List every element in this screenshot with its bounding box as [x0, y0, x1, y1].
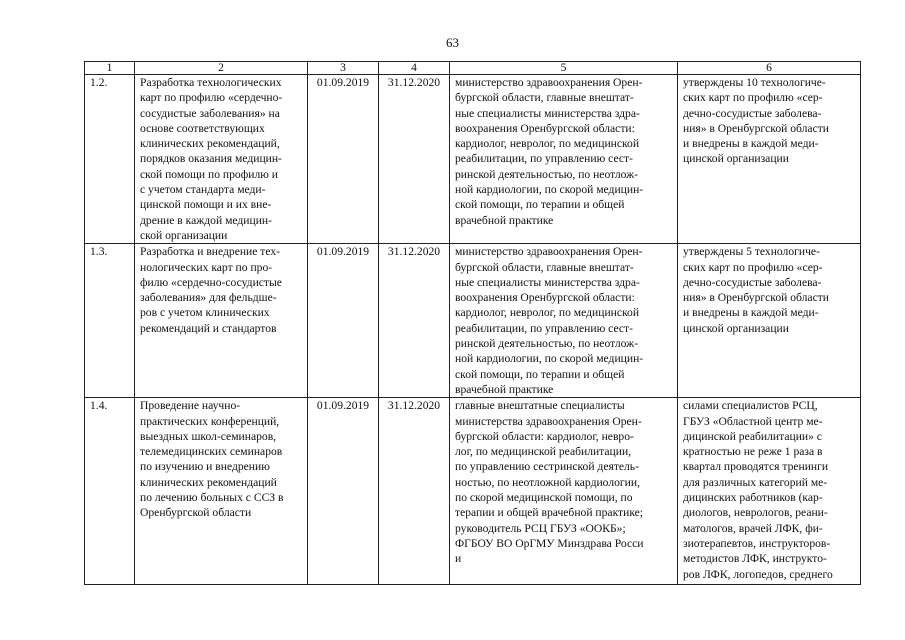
- result-line: и внедрены в каждой меди-: [683, 137, 819, 151]
- header-cell: 6: [678, 62, 861, 75]
- measure-name-line: ров с учетом клинических: [140, 306, 270, 320]
- header-cell: 4: [379, 62, 450, 75]
- responsible-line: реабилитации, по управлению сест-: [455, 321, 633, 335]
- measure-name-line: Оренбургской области: [140, 506, 252, 520]
- measure-name-line: порядков оказания медицин-: [140, 152, 282, 166]
- responsible-line: министерство здравоохранения Орен-: [455, 76, 643, 89]
- measure-name-line: телемедицинских семинаров: [140, 445, 283, 459]
- header-cell: 3: [308, 62, 379, 75]
- result-line: матологов, врачей ЛФК, фи-: [683, 521, 823, 535]
- end-date: 31.12.2020: [379, 398, 450, 585]
- responsible-line: лог, по медицинской реабилитации,: [455, 445, 632, 459]
- responsible-line: реабилитации, по управлению сест-: [455, 152, 633, 166]
- responsible-line: по скорой медицинской помощи, по: [455, 491, 633, 505]
- measure-name-line: ской организации: [140, 228, 228, 242]
- result-cell: [678, 398, 861, 585]
- responsible-line: кардиолог, невролог, по медицинской: [455, 137, 640, 151]
- result-line: кратностью не реже 1 раза в: [683, 445, 823, 459]
- result-line: диологов, неврологов, реани-: [683, 506, 828, 520]
- result-line: утверждены 10 технологиче-: [683, 76, 826, 89]
- responsible-line: ФГБОУ ВО ОрГМУ Минздрава Росси: [455, 536, 644, 550]
- responsible-line: терапии и общей врачебной практике;: [455, 506, 644, 520]
- responsible-line: врачебной практике: [455, 382, 554, 396]
- responsible-line: и: [455, 552, 462, 566]
- measure-name-line: по лечению больных с ССЗ в: [140, 491, 284, 505]
- responsible-line: ностью, по неотложной кардиологии,: [455, 475, 640, 489]
- measure-name-line: сосудистые заболевания» на: [140, 106, 280, 120]
- result-line: ских карт по профилю «сер-: [683, 91, 823, 105]
- responsible-line: главные внештатные специалисты: [455, 399, 625, 413]
- measure-name-line: Разработка и внедрение тех-: [140, 245, 281, 259]
- table-row: [85, 398, 861, 585]
- result-line: и внедрены в каждой меди-: [683, 306, 819, 320]
- responsible-line: бургской области, главные внештат-: [455, 91, 634, 105]
- result-line: ров ЛФК, логопедов, среднего: [683, 567, 833, 581]
- measure-name-line: клинических рекомендаций: [140, 475, 277, 489]
- measure-name-line: клинических рекомендаций,: [140, 137, 280, 151]
- start-date: 01.09.2019: [308, 398, 379, 585]
- responsible-line: руководитель РСЦ ГБУЗ «ООКБ»;: [455, 521, 626, 535]
- result-line: зиотерапевтов, инструкторов-: [683, 536, 831, 550]
- measure-name-line: основе соответствующих: [140, 121, 265, 135]
- result-line: дечно-сосудистые заболева-: [683, 106, 822, 120]
- responsible-line: ные специалисты министерства здра-: [455, 275, 640, 289]
- result-line: ния» в Оренбургской области: [683, 121, 829, 135]
- measures-table: [84, 61, 861, 585]
- row-number: 1.3.: [85, 244, 135, 398]
- result-line: дицинской реабилитации» с: [683, 429, 822, 443]
- measure-name-cell: [135, 398, 308, 585]
- header-cell: 5: [450, 62, 678, 75]
- result-line: методистов ЛФК, инструкто-: [683, 552, 827, 566]
- header-cell: 2: [135, 62, 308, 75]
- responsible-line: ной кардиологии, по скорой медицин-: [455, 183, 644, 197]
- end-date: 31.12.2020: [379, 75, 450, 244]
- measure-name-line: филю «сердечно-сосудистые: [140, 275, 282, 289]
- measure-name-line: выездных школ-семинаров,: [140, 429, 277, 443]
- measure-name-line: по изучению и внедрению: [140, 460, 270, 474]
- end-date: 31.12.2020: [379, 244, 450, 398]
- responsible-line: бургской области: кардиолог, невро-: [455, 429, 634, 443]
- responsible-line: ринской деятельностью, по неотлож-: [455, 167, 639, 181]
- result-line: дечно-сосудистые заболева-: [683, 275, 822, 289]
- responsible-line: воохранения Оренбургской области:: [455, 121, 635, 135]
- responsible-cell: [450, 244, 678, 398]
- measure-name-line: нологических карт по про-: [140, 260, 273, 274]
- result-line: утверждены 5 технологиче-: [683, 245, 820, 259]
- measure-name-line: рекомендаций и стандартов: [140, 321, 277, 335]
- responsible-line: ской помощи, по терапии и общей: [455, 198, 625, 212]
- row-number: 1.2.: [85, 75, 135, 244]
- responsible-line: ринской деятельностью, по неотлож-: [455, 337, 639, 351]
- measure-name-cell: [135, 75, 308, 244]
- result-line: для различных категорий ме-: [683, 475, 828, 489]
- header-row: [85, 62, 861, 75]
- responsible-cell: [450, 75, 678, 244]
- measure-name-line: ской помощи по профилю и: [140, 167, 278, 181]
- result-cell: [678, 75, 861, 244]
- responsible-line: ской помощи, по терапии и общей: [455, 367, 625, 381]
- result-cell: [678, 244, 861, 398]
- responsible-cell: [450, 398, 678, 585]
- responsible-line: министерство здравоохранения Орен-: [455, 245, 643, 259]
- measure-name-line: цинской помощи и их вне-: [140, 198, 272, 212]
- responsible-line: врачебной практике: [455, 213, 554, 227]
- page-number: 63: [446, 35, 459, 50]
- result-line: квартал проводятся тренинги: [683, 460, 829, 474]
- responsible-line: кардиолог, невролог, по медицинской: [455, 306, 640, 320]
- responsible-line: воохранения Оренбургской области:: [455, 291, 635, 305]
- measure-name-line: карт по профилю «сердечно-: [140, 91, 283, 105]
- start-date: 01.09.2019: [308, 75, 379, 244]
- responsible-line: по управлению сестринской деятель-: [455, 460, 639, 474]
- result-line: силами специалистов РСЦ,: [683, 399, 818, 413]
- table-row: [85, 75, 861, 244]
- measure-name-line: заболевания» для фельдше-: [140, 291, 277, 305]
- result-line: цинской организации: [683, 152, 789, 166]
- responsible-line: ной кардиологии, по скорой медицин-: [455, 352, 644, 366]
- measure-name-line: с учетом стандарта меди-: [140, 183, 266, 197]
- header-cell: 1: [85, 62, 135, 75]
- responsible-line: министерства здравоохранения Орен-: [455, 414, 642, 428]
- result-line: ГБУЗ «Областной центр ме-: [683, 414, 823, 428]
- result-line: ния» в Оренбургской области: [683, 291, 829, 305]
- result-line: ских карт по профилю «сер-: [683, 260, 823, 274]
- responsible-line: ные специалисты министерства здра-: [455, 106, 640, 120]
- measure-name-line: практических конференций,: [140, 414, 280, 428]
- measure-name-line: Проведение научно-: [140, 399, 241, 413]
- responsible-line: бургской области, главные внештат-: [455, 260, 634, 274]
- measure-name-cell: [135, 244, 308, 398]
- measure-name-line: дрение в каждой медицин-: [140, 213, 272, 227]
- measure-name-line: Разработка технологических: [140, 76, 282, 89]
- start-date: 01.09.2019: [308, 244, 379, 398]
- result-line: дицинских работников (кар-: [683, 491, 823, 505]
- result-line: цинской организации: [683, 321, 789, 335]
- row-number: 1.4.: [85, 398, 135, 585]
- table-row: [85, 244, 861, 398]
